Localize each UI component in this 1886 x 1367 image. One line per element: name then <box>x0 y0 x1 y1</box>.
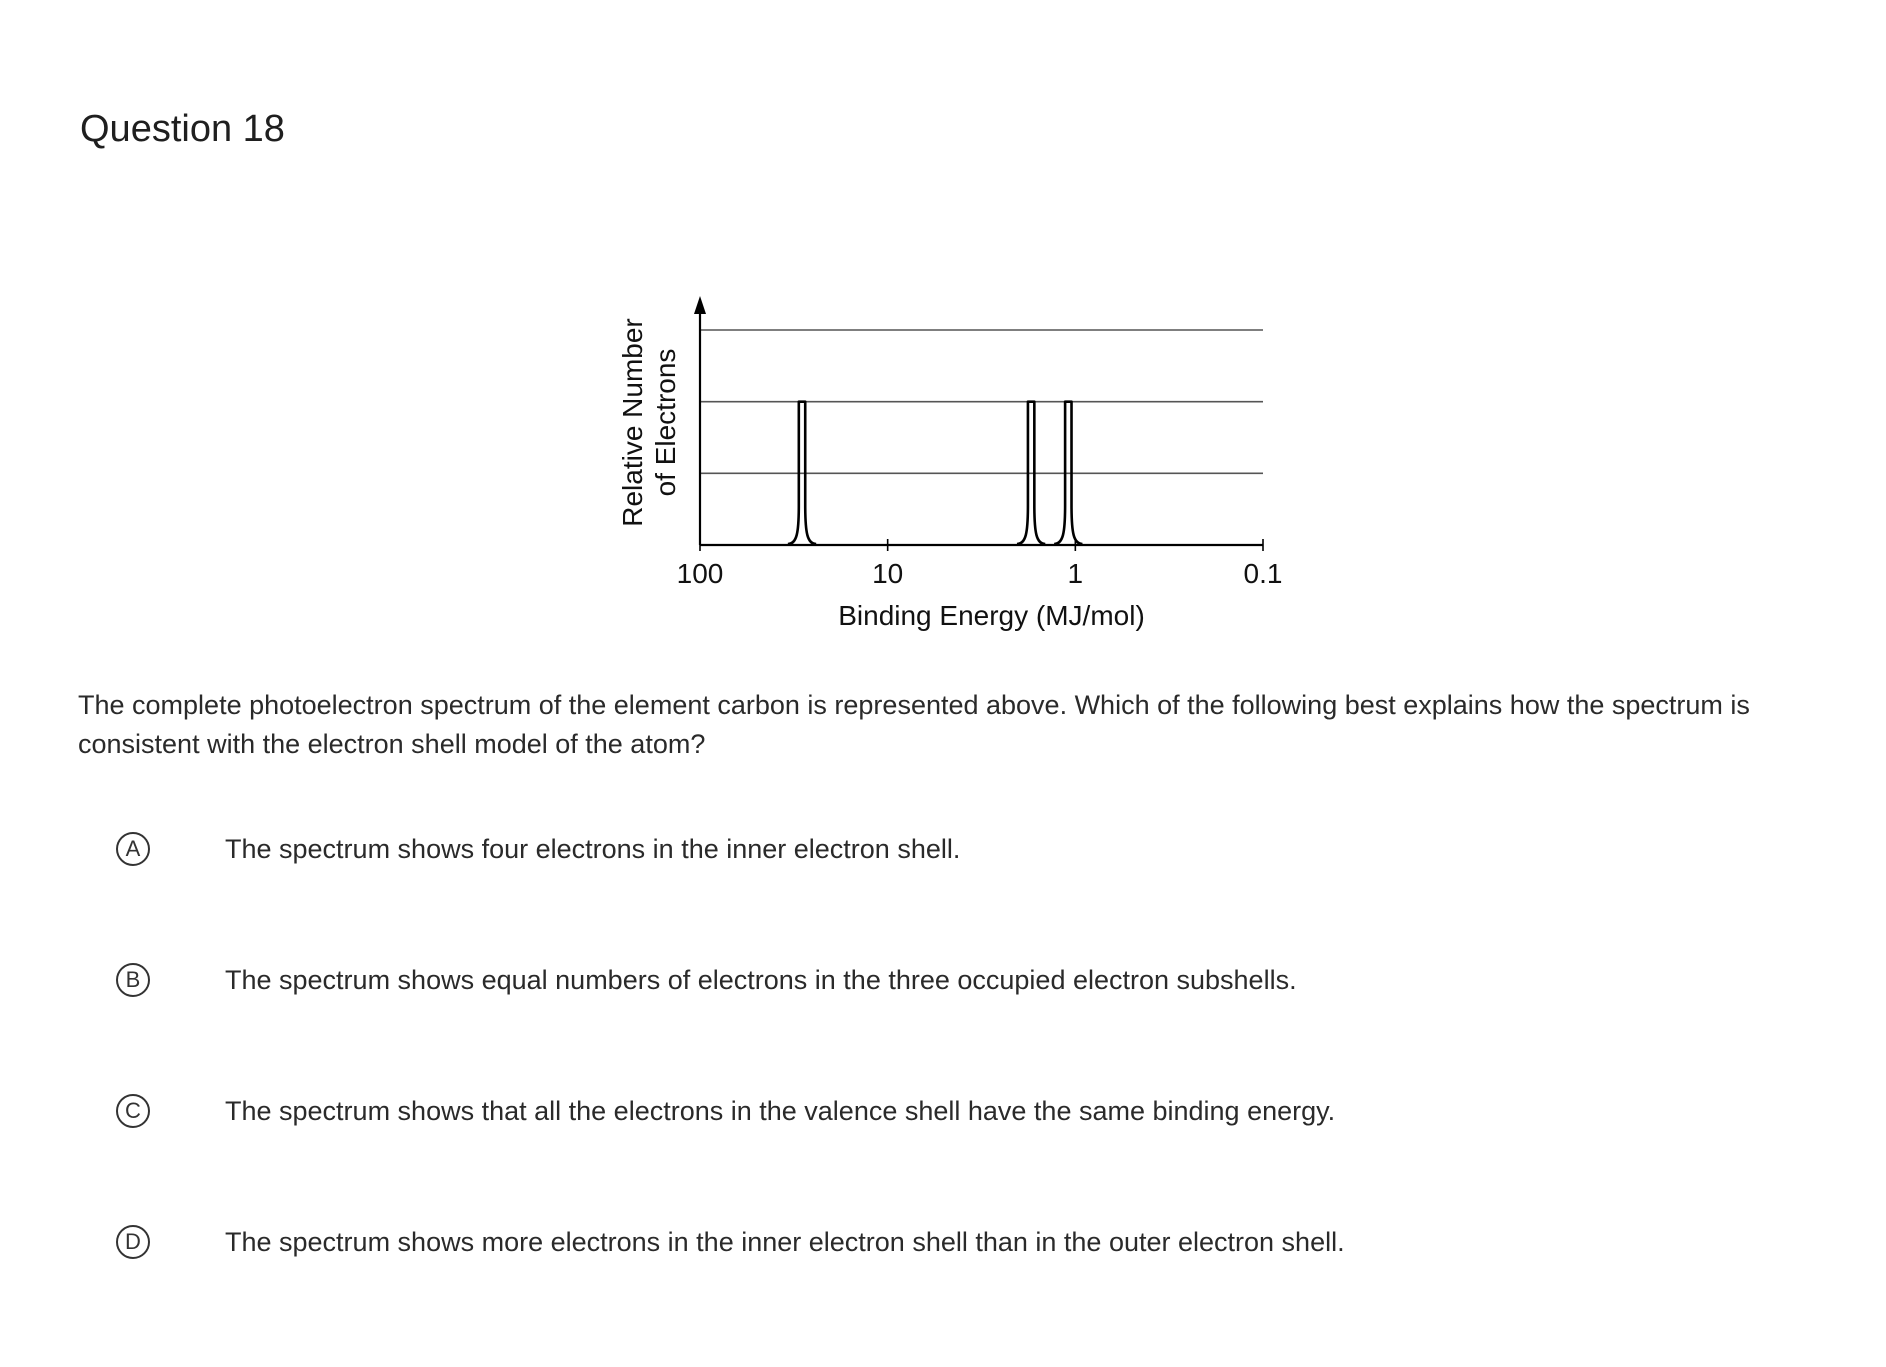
choice-d-text: The spectrum shows more electrons in the inner electron shell than in the outer electron shell. <box>225 1227 1345 1257</box>
x-axis-label: Binding Energy (MJ/mol) <box>838 600 1145 631</box>
choice-d-radio[interactable]: D <box>116 1225 150 1259</box>
x-tick-label-2: 10 <box>872 558 904 589</box>
x-tick-label-1: 100 <box>676 558 724 589</box>
choice-b-text: The spectrum shows equal numbers of electrons in the three occupied electron subshells. <box>225 965 1297 995</box>
y-axis-label-line-2: of Electrons <box>650 348 681 497</box>
y-axis-arrow-icon <box>694 296 706 314</box>
choice-a[interactable] <box>0 820 1886 880</box>
x-tick-label-3: 1 <box>1067 558 1084 589</box>
x-tick-label-4: 0.1 <box>1243 558 1283 589</box>
choice-b-radio[interactable]: B <box>116 963 150 997</box>
y-axis-label-line-1: Relative Number <box>617 318 648 527</box>
pes-chart-svg <box>600 280 1320 640</box>
question-prompt: The complete photoelectron spectrum of the element carbon is represented above. Which of the following best explains how the spectrum is consistent with the electron shell model of the atom? <box>78 690 1750 759</box>
choice-d[interactable] <box>0 1213 1886 1273</box>
choice-a-text: The spectrum shows four electrons in the inner electron shell. <box>225 834 961 864</box>
choice-c-text: The spectrum shows that all the electrons in the valence shell have the same binding energy. <box>225 1096 1336 1126</box>
choice-c-radio[interactable]: C <box>116 1094 150 1128</box>
question-title: Question 18 <box>80 108 285 150</box>
choice-a-radio[interactable]: A <box>116 832 150 866</box>
choice-c[interactable] <box>0 1082 1886 1142</box>
pes-chart <box>600 280 1320 640</box>
choice-b[interactable] <box>0 951 1886 1011</box>
